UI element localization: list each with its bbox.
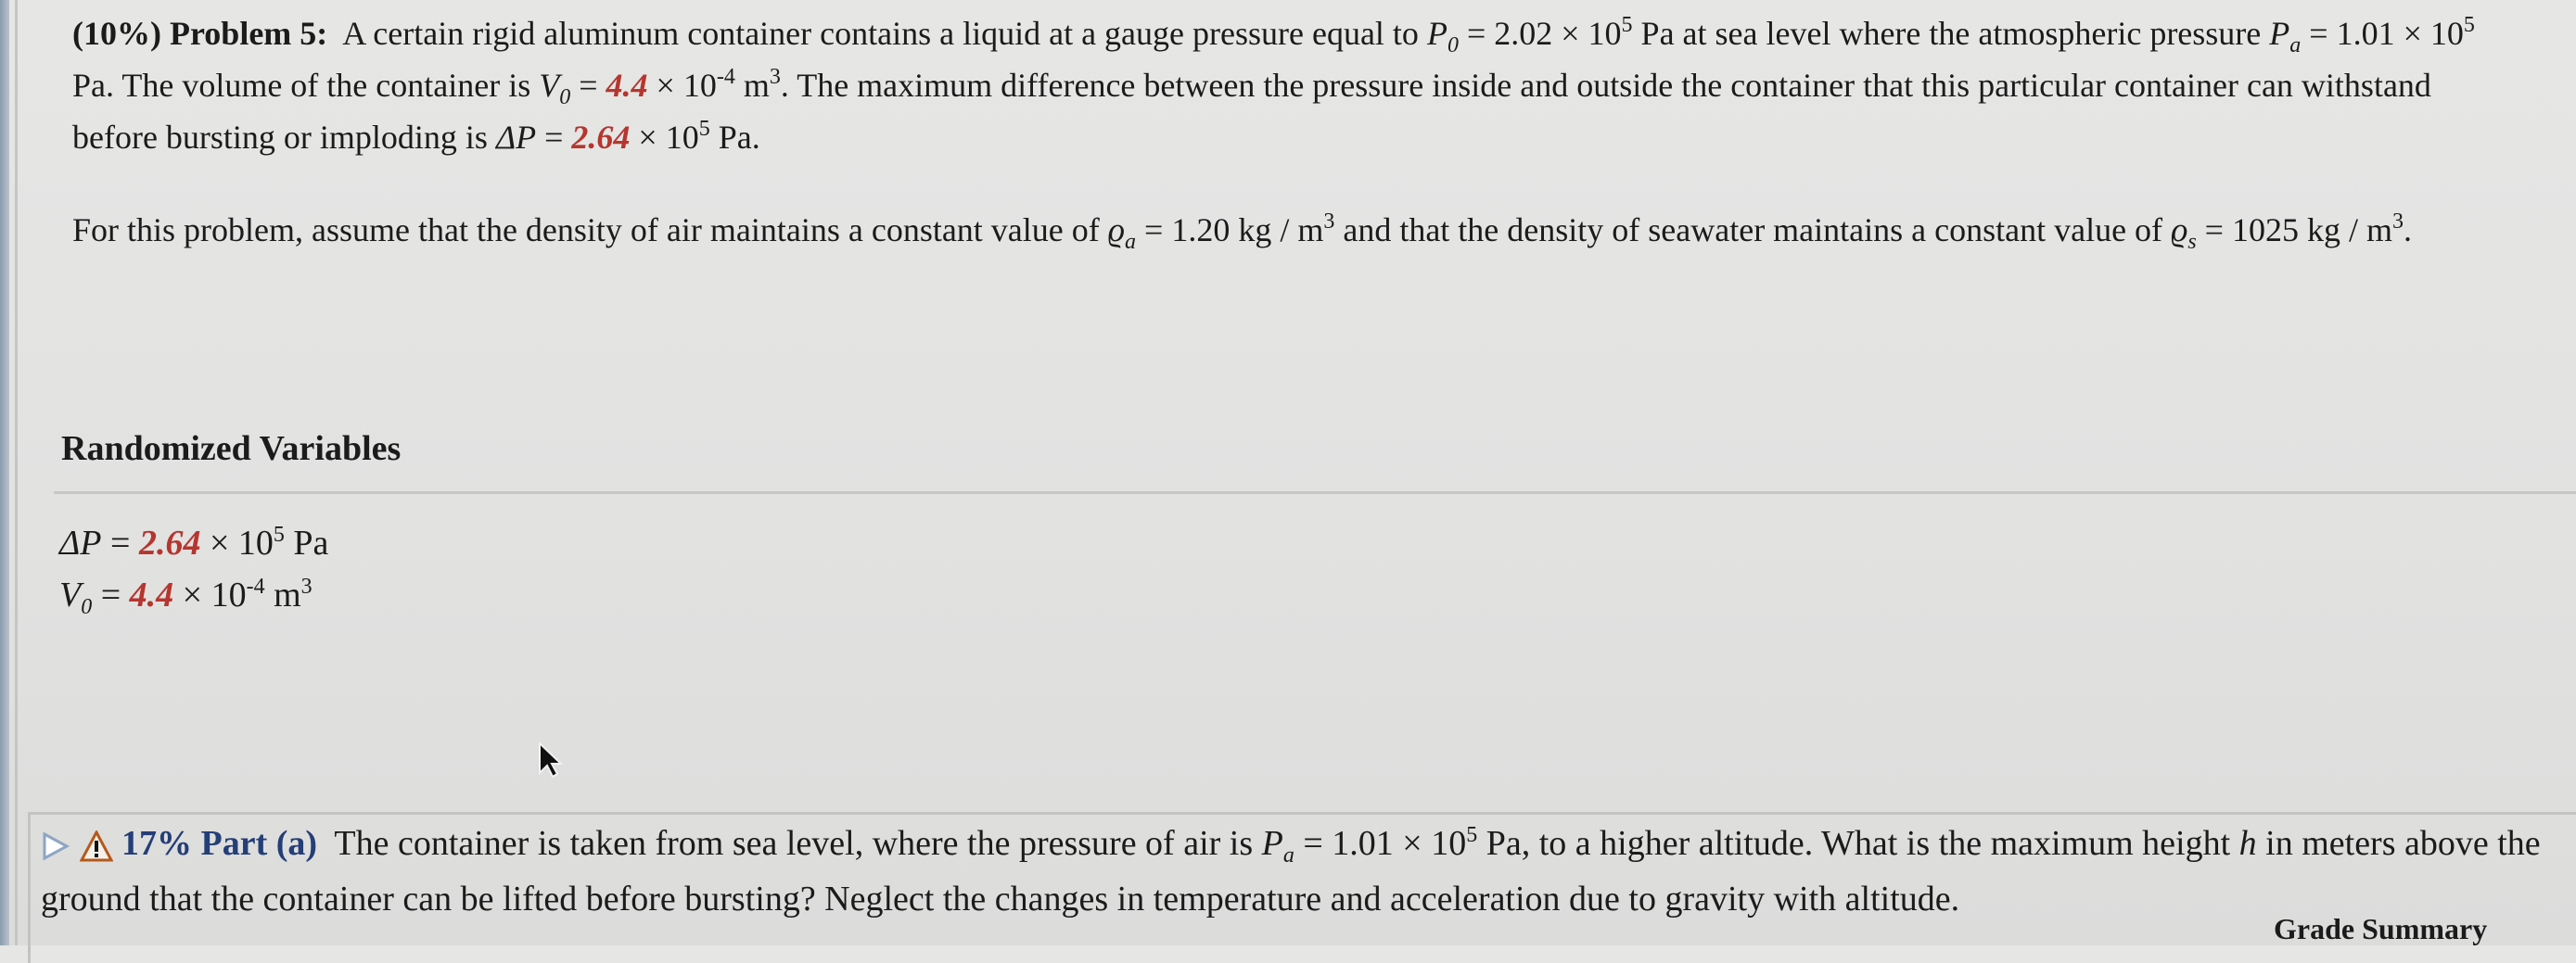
assumption-text: For this problem, assume that the density of air maintains a constant value of xyxy=(72,211,1100,248)
unit: m xyxy=(743,67,770,104)
var-rho-s-symbol: ϱ xyxy=(2171,211,2188,248)
times-ten: × 10 xyxy=(209,524,274,563)
unit-exponent: 3 xyxy=(1323,209,1335,234)
left-divider xyxy=(15,0,18,945)
problem-weight: (10%) xyxy=(72,15,161,52)
var-pa-exponent: 5 xyxy=(2463,13,2475,37)
problem-label: Problem 5: xyxy=(169,15,328,52)
unit-exponent: 3 xyxy=(769,65,781,89)
var-p0-value: = 2.02 × 10 xyxy=(1466,15,1622,52)
randomized-variables-list xyxy=(59,517,328,621)
var-v0-subscript: 0 xyxy=(559,85,571,109)
equals-sign: = xyxy=(110,524,131,563)
var-v0-exponent: -4 xyxy=(716,65,735,89)
times-ten: × 10 xyxy=(638,119,699,156)
var-rho-a-value: = 1.20 kg / m xyxy=(1144,211,1324,248)
problem-paragraph xyxy=(72,7,2520,163)
randomized-v0 xyxy=(59,569,328,621)
assumption-text: and that the density of seawater maintains a constant value of xyxy=(1343,211,2163,248)
equals-sign: = xyxy=(544,119,564,156)
window-left-edge xyxy=(0,0,9,945)
var-rho-a-symbol: ϱ xyxy=(1107,211,1126,248)
var-dp-symbol: ΔP xyxy=(59,524,102,563)
random-value-v0: 4.4 xyxy=(129,576,174,615)
problem-text: Pa at sea level where the atmospheric pressure xyxy=(1640,15,2262,52)
exponent: -4 xyxy=(246,575,265,599)
randomized-dp xyxy=(59,517,328,569)
exponent: 5 xyxy=(273,523,285,547)
problem-statement xyxy=(72,7,2520,256)
var-v0-symbol: V xyxy=(539,67,560,104)
problem-text: Pa. The volume of the container is xyxy=(72,67,531,104)
var-rho-s-subscript: s xyxy=(2187,230,2197,254)
var-p0-subscript: 0 xyxy=(1447,33,1459,57)
part-a-text: in meters above the ground that the container can be lifted before bursting? Neglect the changes in temperature and acceleration due to gravity with altitude. xyxy=(41,824,2541,919)
part-a-text: Pa, to a higher altitude. What is the maximum height xyxy=(1486,824,2231,863)
unit: m xyxy=(274,576,301,615)
problem-text: . The maximum difference between the pressure inside and outside the container that this particular container can withstand before bursting or imploding is xyxy=(72,67,2431,156)
random-value-dp: 2.64 xyxy=(138,524,201,563)
unit-exponent: 3 xyxy=(300,575,312,599)
problem-intro: A certain rigid aluminum container contains a liquid at a gauge pressure equal to xyxy=(342,15,1419,52)
randomized-variables-heading: Randomized Variables xyxy=(61,429,402,468)
random-value-dp: 2.64 xyxy=(571,119,631,156)
part-a-title[interactable]: 17% Part (a) xyxy=(121,824,318,863)
mouse-cursor-icon xyxy=(536,741,564,779)
play-triangle-icon[interactable] xyxy=(41,830,70,862)
var-v0-symbol: V xyxy=(59,576,82,615)
times-ten: × 10 xyxy=(656,67,717,104)
var-pa-symbol: P xyxy=(2269,15,2290,52)
warning-triangle-icon xyxy=(80,830,113,862)
unit: Pa xyxy=(293,524,329,563)
var-pa-value: = 1.01 × 10 xyxy=(1303,824,1467,863)
section-divider xyxy=(54,491,2576,494)
var-rho-s-value: = 1025 kg / m xyxy=(2204,211,2392,248)
problem-text: Pa. xyxy=(718,119,760,156)
var-dp-symbol: ΔP xyxy=(495,119,537,156)
var-h-symbol: h xyxy=(2238,824,2257,863)
exponent: 5 xyxy=(1466,823,1478,847)
period: . xyxy=(2403,211,2412,248)
random-value-v0: 4.4 xyxy=(606,67,648,104)
equals-sign: = xyxy=(100,576,121,615)
var-p0-exponent: 5 xyxy=(1621,13,1633,37)
part-a-text: The container is taken from sea level, where the pressure of air is xyxy=(334,824,1254,863)
assumption-paragraph xyxy=(72,204,2520,256)
var-dp-exponent: 5 xyxy=(698,117,710,141)
grade-summary-link[interactable]: Grade Summary xyxy=(2274,912,2488,945)
unit-exponent: 3 xyxy=(2391,209,2404,234)
part-a-question xyxy=(41,816,2563,927)
var-v0-subscript: 0 xyxy=(81,595,93,619)
var-p0-symbol: P xyxy=(1426,15,1447,52)
var-pa-subscript: a xyxy=(2289,33,2302,57)
var-pa-subscript: a xyxy=(1282,843,1294,868)
var-rho-a-subscript: a xyxy=(1125,230,1137,254)
var-pa-symbol: P xyxy=(1261,824,1283,863)
equals-sign: = xyxy=(579,67,598,104)
times-ten: × 10 xyxy=(182,576,247,615)
var-pa-value: = 1.01 × 10 xyxy=(2309,15,2464,52)
